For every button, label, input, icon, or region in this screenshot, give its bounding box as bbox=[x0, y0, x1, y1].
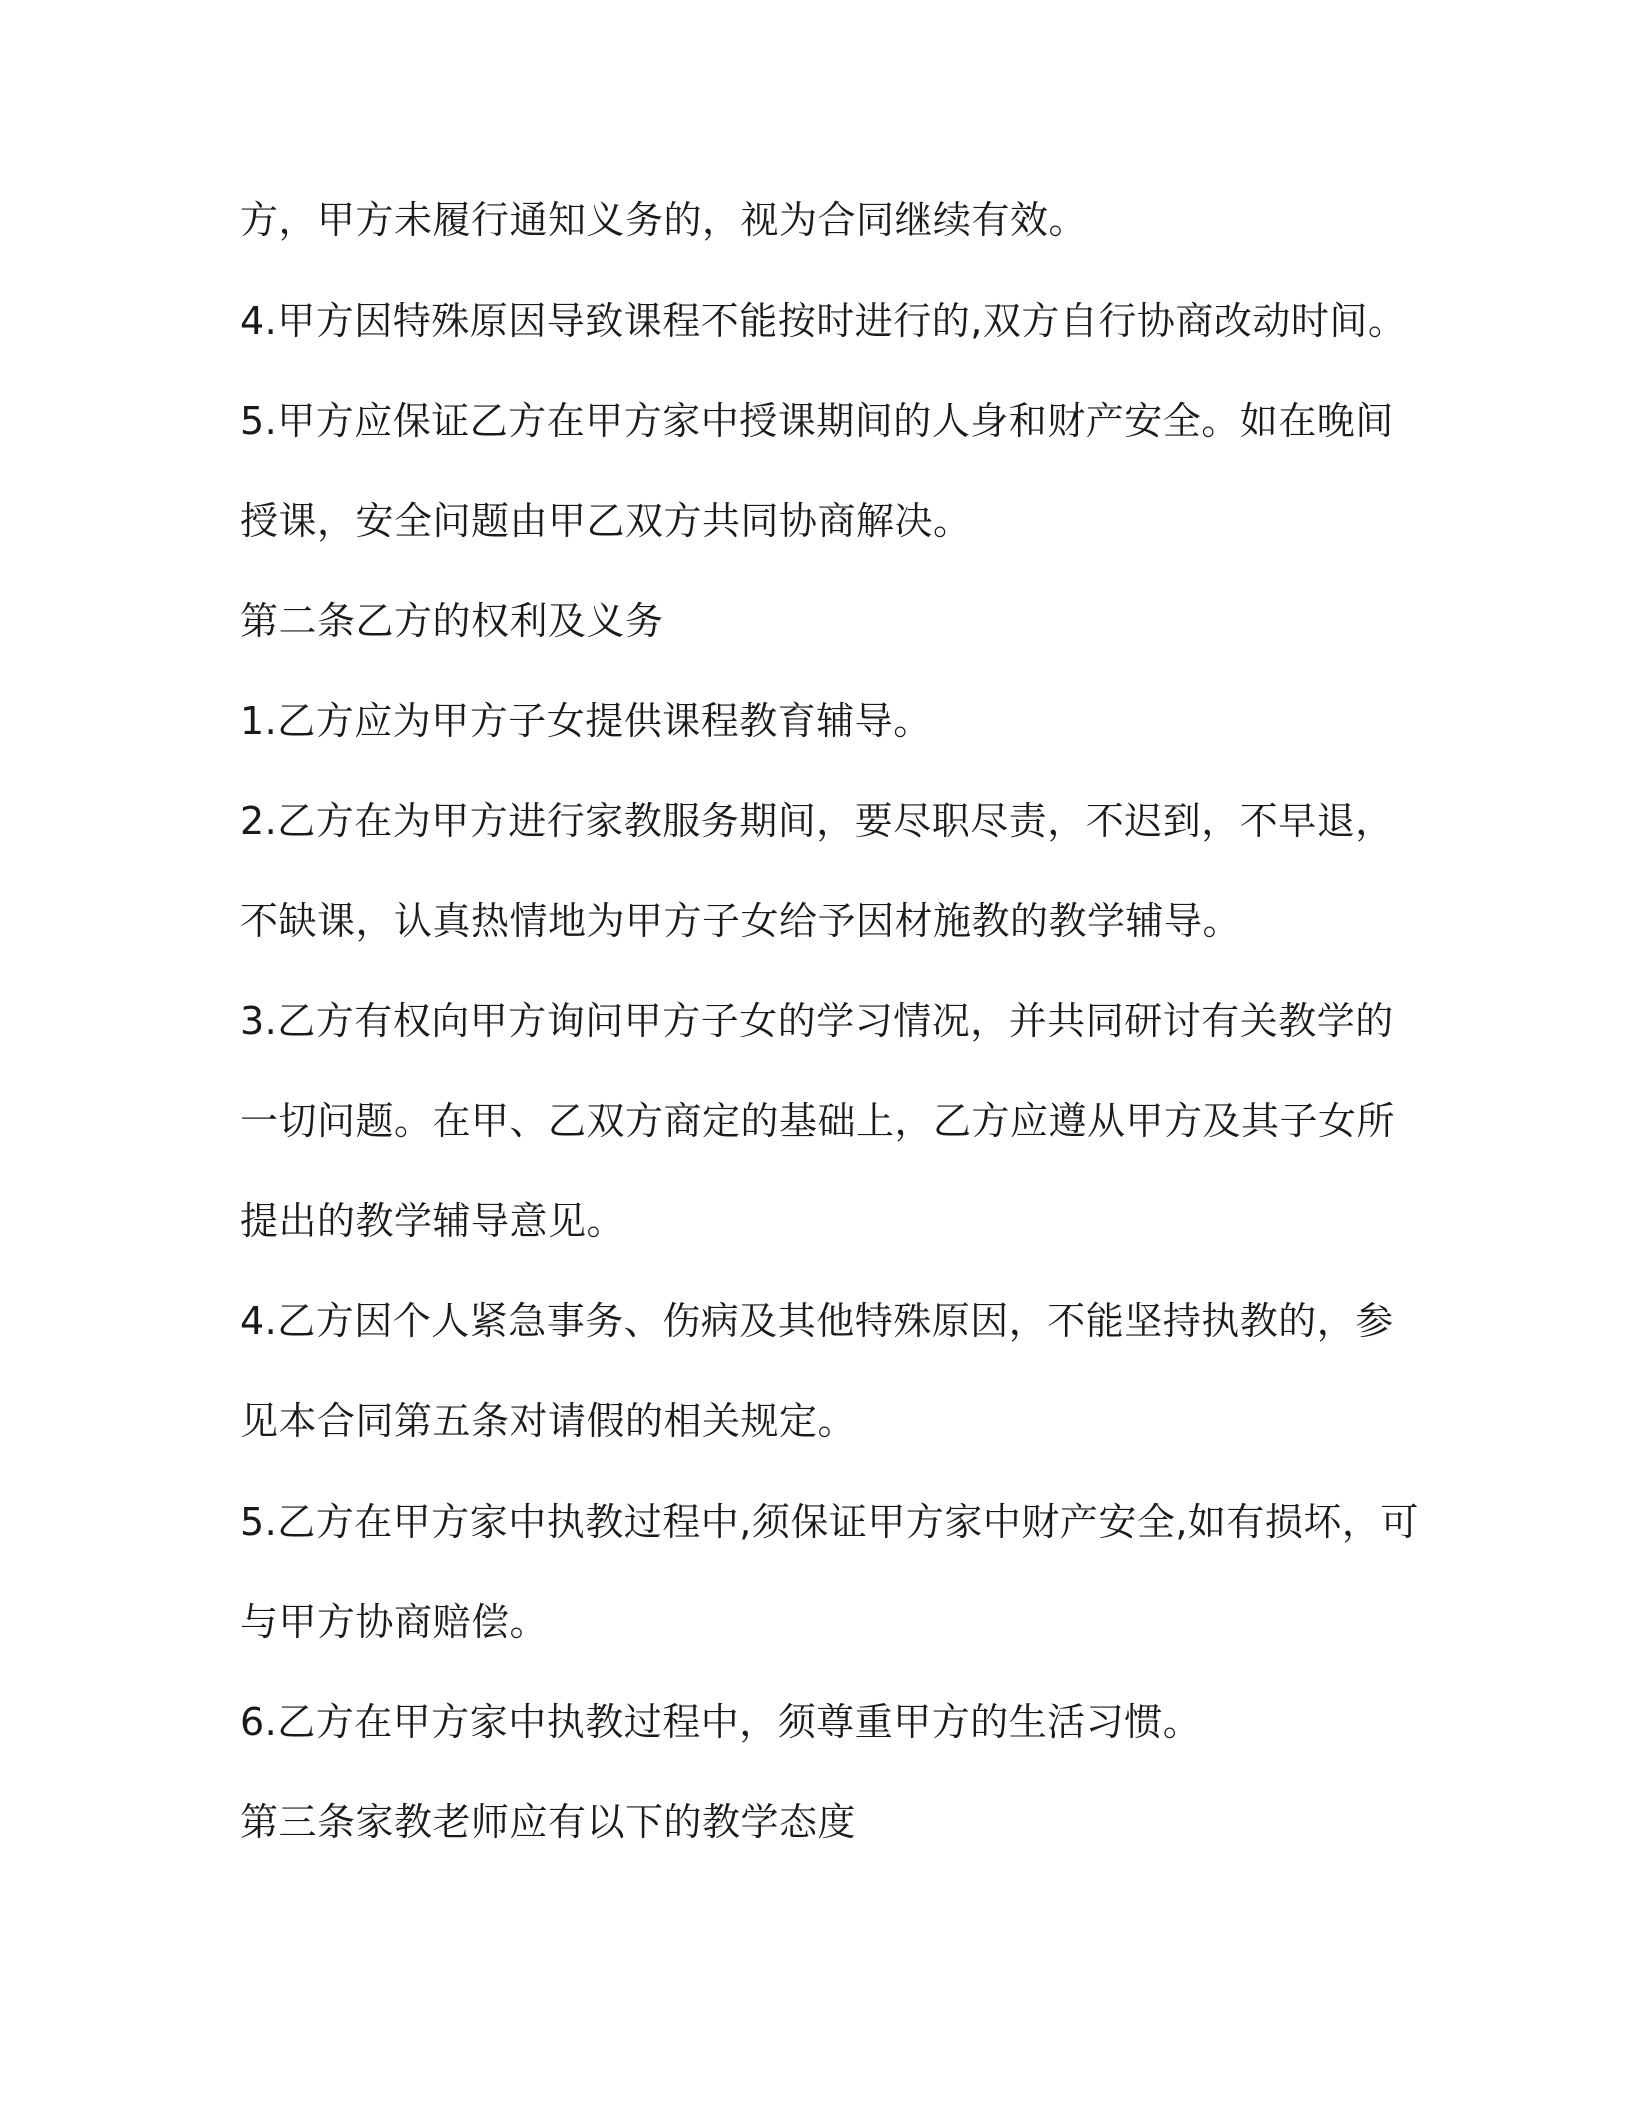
text-line: 2.乙方在为甲方进行家教服务期间，要尽职尽责，不迟到，不早退， bbox=[240, 799, 1394, 843]
text-line: 4.乙方因个人紧急事务、伤病及其他特殊原因，不能坚持执教的，参 bbox=[240, 1299, 1394, 1343]
text-line: 提出的教学辅导意见。 bbox=[240, 1199, 626, 1243]
text-line: 4.甲方因特殊原因导致课程不能按时进行的,双方自行协商改动时间。 bbox=[240, 299, 1407, 343]
section-heading: 第二条乙方的权利及义务 bbox=[240, 599, 664, 643]
text-line: 方，甲方未履行通知义务的，视为合同继续有效。 bbox=[240, 198, 1088, 242]
text-line: 不缺课，认真热情地为甲方子女给予因材施教的教学辅导。 bbox=[240, 899, 1242, 943]
text-line: 3.乙方有权向甲方询问甲方子女的学习情况，并共同研讨有关教学的 bbox=[240, 999, 1394, 1043]
text-line: 5.甲方应保证乙方在甲方家中授课期间的人身和财产安全。如在晚间 bbox=[240, 399, 1394, 443]
text-line: 见本合同第五条对请假的相关规定。 bbox=[240, 1399, 857, 1443]
text-line: 授课，安全问题由甲乙双方共同协商解决。 bbox=[240, 499, 972, 543]
text-line: 一切问题。在甲、乙双方商定的基础上，乙方应遵从甲方及其子女所 bbox=[240, 1099, 1396, 1143]
text-line: 1.乙方应为甲方子女提供课程教育辅导。 bbox=[240, 699, 932, 743]
section-heading: 第三条家教老师应有以下的教学态度 bbox=[240, 1800, 857, 1844]
text-line: 6.乙方在甲方家中执教过程中，须尊重甲方的生活习惯。 bbox=[240, 1700, 1202, 1744]
text-line: 与甲方协商赔偿。 bbox=[240, 1600, 549, 1644]
text-line: 5.乙方在甲方家中执教过程中,须保证甲方家中财产安全,如有损坏，可 bbox=[240, 1500, 1419, 1544]
